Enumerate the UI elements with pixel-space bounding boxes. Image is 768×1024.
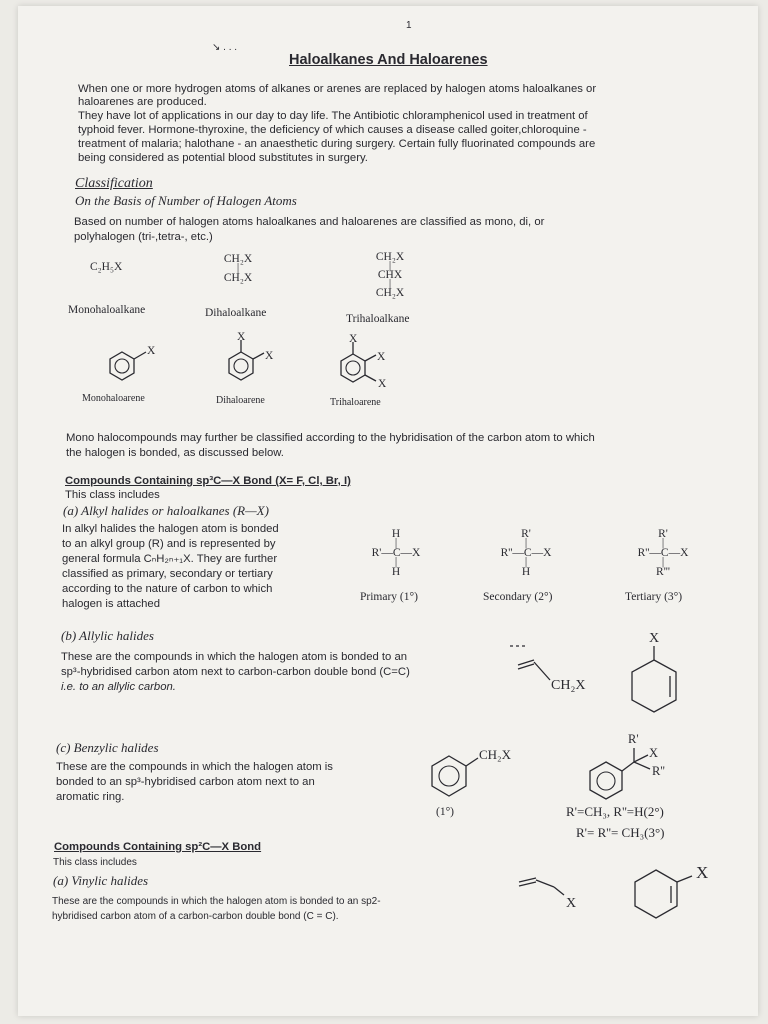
vinylic-x: X: [566, 896, 577, 911]
text-line: to an alkyl group (R) and is represented by: [62, 538, 276, 550]
text-line: according to the nature of carbon to which: [62, 583, 273, 595]
label-secondary: Secondary (2°): [483, 591, 553, 603]
benzylic-note-secondary: R'=CH₃, R''=H(2°): [566, 804, 664, 819]
vinylic-halides-heading: (a) Vinylic halides: [53, 873, 149, 888]
benzylic-halides-heading: (c) Benzylic halides: [56, 740, 159, 755]
benzylic-r1: R': [628, 732, 639, 746]
text-line: general formula CₙH₂ₙ₊₁X. They are further: [62, 553, 278, 565]
intro-line: typhoid fever. Hormone-thyroxine, the deficiency of which causes a disease called goiter,chloroquine -: [78, 124, 587, 136]
sp2-includes: This class includes: [53, 857, 137, 868]
label-dihaloarene: Dihaloarene: [216, 395, 265, 406]
text-line: i.e. to an allylic carbon.: [61, 681, 176, 693]
tri-formula: CH₂X | CHX | CH₂X: [370, 250, 410, 300]
section-heading-sp3: Compounds Containing sp³C—X Bond (X= F, Cl, Br, I): [65, 475, 351, 487]
primary-structure: H | R'—C—X | H: [356, 527, 436, 579]
text-line: bonded to an sp³-hybridised carbon atom next to an: [56, 776, 315, 788]
label-monohaloalkane: Monohaloalkane: [68, 304, 146, 316]
structure-top: R': [658, 528, 668, 540]
subheading-halogen-count: On the Basis of Number of Halogen Atoms: [75, 193, 297, 208]
intro-line: When one or more hydrogen atoms of alkanes or arenes are replaced by halogen atoms haloalkanes or: [78, 83, 597, 95]
benzylic-x: X: [649, 746, 659, 760]
benzylic-r2: R'': [652, 764, 665, 778]
text-line: the halogen is bonded, as discussed below.: [66, 447, 284, 459]
formula-line: CH₂X: [223, 253, 253, 265]
formula-line: CH₂X: [375, 287, 405, 299]
mono-formula: C₂H₅X: [90, 261, 123, 273]
page-number: 1: [406, 20, 412, 31]
x-sub: X: [147, 345, 156, 357]
allylic-formula: CH₂X: [551, 678, 586, 693]
formula-line: CH₂X: [223, 272, 253, 284]
intro-line: treatment of malaria; halothane - an anaesthetic during surgery. Certain fully fluorinated compounds are: [78, 138, 596, 150]
text-line: sp³-hybridised carbon atom next to carbon-carbon double bond (C=C): [61, 666, 410, 678]
intro-line: haloarenes are produced.: [78, 96, 207, 108]
intro-line: They have lot of applications in our day to day life. The Antibiotic chloramphenicol used in treatment of: [78, 110, 588, 122]
label-monohaloarene: Monohaloarene: [82, 393, 145, 404]
tertiary-structure: R' | R''—C—X | R''': [620, 527, 706, 579]
label-trihaloarene: Trihaloarene: [330, 397, 381, 408]
text-line: In alkyl halides the halogen atom is bonded: [62, 523, 279, 535]
x-sub: X: [349, 333, 358, 345]
allylic-halides-heading: (b) Allylic halides: [61, 628, 154, 643]
secondary-structure: R' | R''—C—X | H: [486, 527, 566, 579]
structure-bottom: H: [391, 566, 401, 578]
text-line: polyhalogen (tri-,tetra-, etc.): [74, 231, 213, 243]
section-heading-classification: Classification: [75, 176, 153, 191]
structure-mid: R''—C—X: [637, 547, 689, 559]
structure-top: H: [391, 528, 401, 540]
text-line: These are the compounds in which the halogen atom is bonded to an: [61, 651, 408, 663]
structure-bottom: R''': [656, 566, 670, 578]
benzylic-primary-label: (1°): [436, 806, 455, 818]
label-tertiary: Tertiary (3°): [625, 591, 683, 603]
sp3-includes: This class includes: [65, 489, 160, 501]
vinylic-ring-x: X: [696, 863, 709, 882]
structure-top: R': [521, 528, 531, 540]
text-line: hybridised carbon atom of a carbon-carbon double bond (C = C).: [52, 911, 339, 922]
alkyl-halides-heading: (a) Alkyl halides or haloalkanes (R—X): [63, 503, 269, 518]
text-line: aromatic ring.: [56, 791, 125, 803]
text-line: Mono halocompounds may further be classified according to the hybridisation of the carbon atom to which: [66, 432, 595, 444]
label-dihaloalkane: Dihaloalkane: [205, 307, 267, 319]
text-line: classified as primary, secondary or tertiary: [62, 568, 273, 580]
benzylic-formula: CH₂X: [479, 747, 511, 762]
x-sub: X: [265, 350, 274, 362]
label-primary: Primary (1°): [360, 591, 418, 603]
x-sub: X: [378, 378, 387, 390]
text-line: halogen is attached: [62, 598, 160, 610]
page-title: Haloalkanes And Haloarenes: [289, 52, 488, 68]
text-line: These are the compounds in which the halogen atom is bonded to an sp2-: [52, 896, 381, 907]
allylic-ring-x: X: [649, 631, 660, 646]
text-line: Based on number of halogen atoms haloalkanes and haloarenes are classified as mono, di, or: [74, 216, 545, 228]
formula-line: CH₂X: [375, 251, 405, 263]
structure-mid: R'—C—X: [371, 547, 421, 559]
x-sub: X: [237, 331, 246, 343]
structure-bottom: H: [521, 566, 531, 578]
text-line: These are the compounds in which the halogen atom is: [56, 761, 333, 773]
benzylic-note-tertiary: R'= R''= CH₃(3°): [576, 825, 665, 840]
intro-line: being considered as potential blood substitutes in surgery.: [78, 152, 368, 164]
mark: ↘ . . .: [212, 42, 238, 53]
formula-line: CHX: [377, 269, 403, 281]
section-heading-sp2: Compounds Containing sp²C—X Bond: [54, 841, 262, 853]
di-formula: CH₂X | CH₂X: [218, 252, 258, 285]
label-trihaloalkane: Trihaloalkane: [346, 313, 410, 325]
x-sub: X: [377, 351, 386, 363]
structure-mid: R''—C—X: [500, 547, 552, 559]
